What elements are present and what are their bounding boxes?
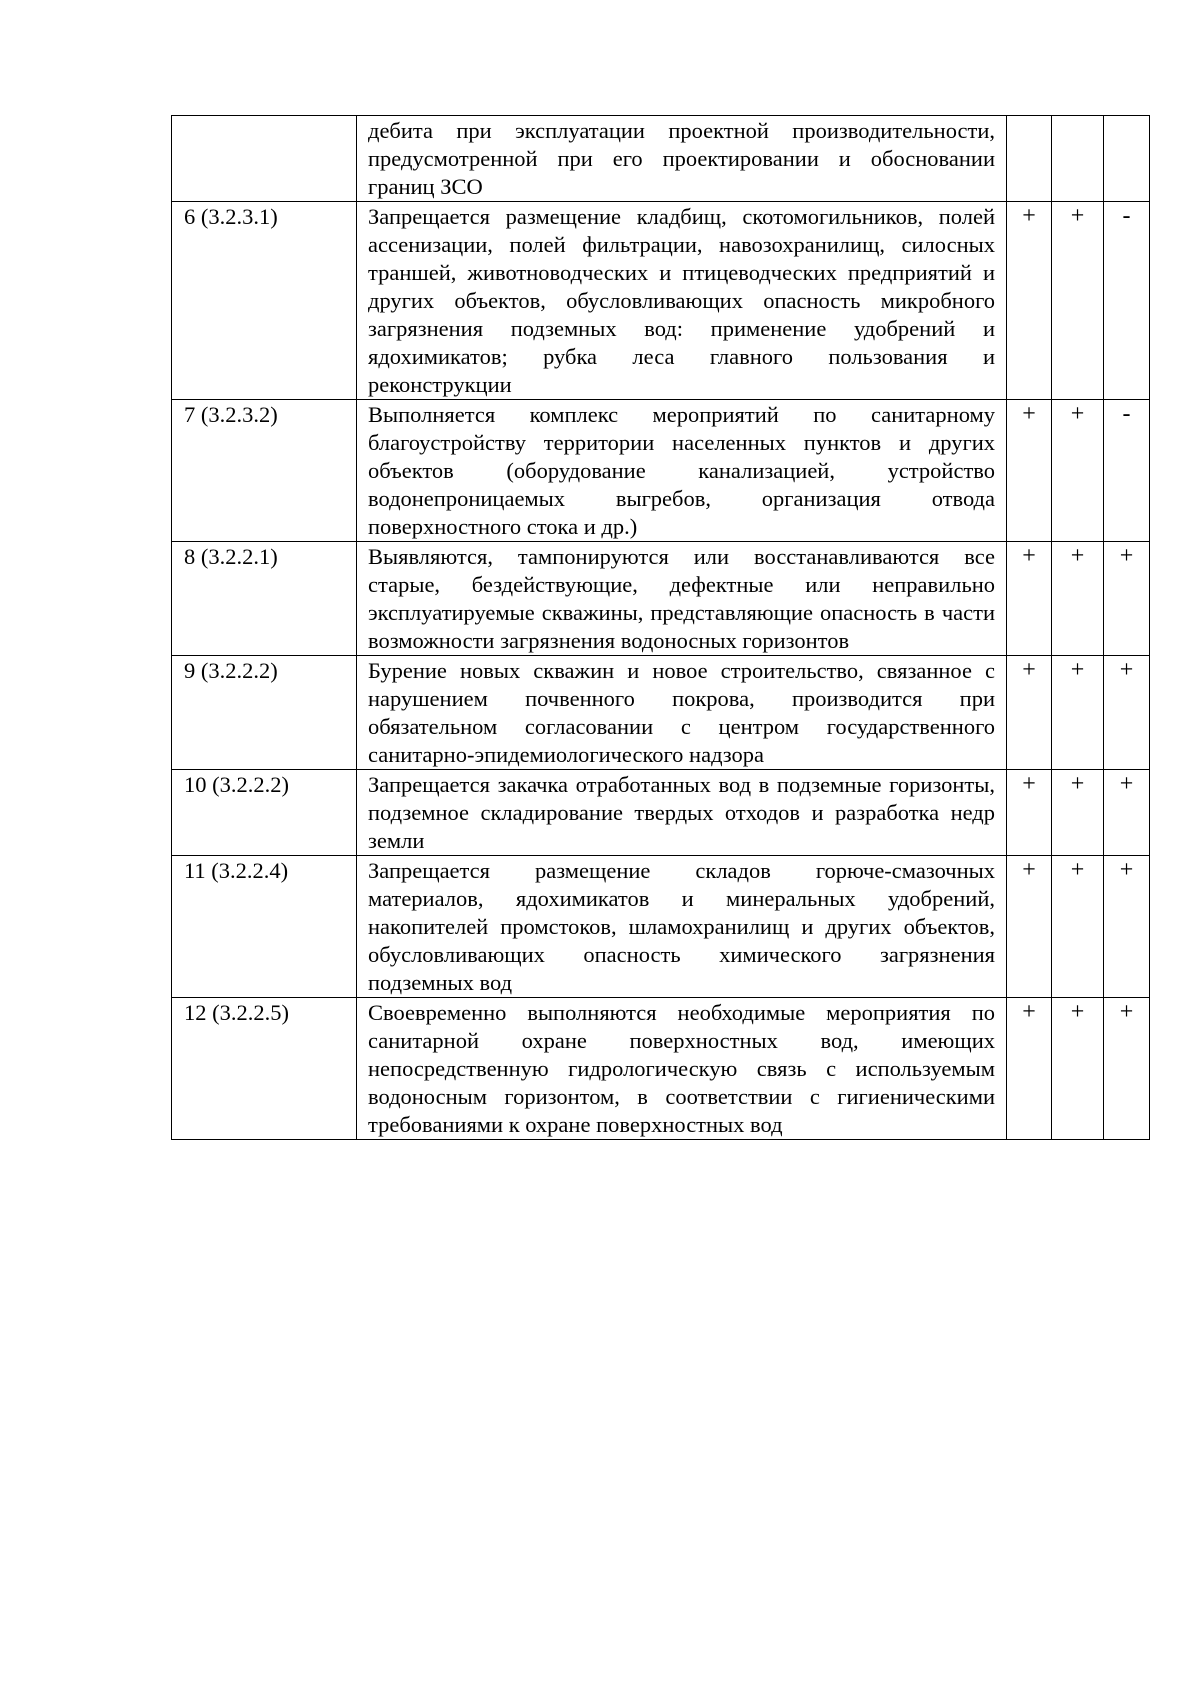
row-text: Запрещается размещение кладбищ, скотомогильников, полей ассенизации, полей фильтрации, навозохранилищ, силосных траншей, животноводческих и птицеводческих предприятий и других объектов, обусловливающих опасность микробного загрязнения подземных вод: применение удобрений и ядохимикатов; рубка леса главного пользования и реконструкции	[357, 202, 1007, 400]
row-mark-3: -	[1104, 202, 1150, 400]
row-text: Выполняется комплекс мероприятий по санитарному благоустройству территории населенных пунктов и других объектов (оборудование канализацией, устройство водонепроницаемых выгребов, организация отвода поверхностного стока и др.)	[357, 400, 1007, 542]
row-number: 7 (3.2.3.2)	[172, 400, 357, 542]
row-mark-3: +	[1104, 998, 1150, 1140]
row-text: дебита при эксплуатации проектной производительности, предусмотренной при его проектировании и обосновании границ ЗСО	[357, 116, 1007, 202]
row-mark-2: +	[1052, 998, 1104, 1140]
row-mark-2: +	[1052, 400, 1104, 542]
row-number: 11 (3.2.2.4)	[172, 856, 357, 998]
row-mark-3: -	[1104, 400, 1150, 542]
row-mark-2: +	[1052, 656, 1104, 770]
row-mark-2: +	[1052, 542, 1104, 656]
row-mark-3: +	[1104, 542, 1150, 656]
table-row	[172, 542, 1150, 656]
row-mark-2	[1052, 116, 1104, 202]
row-mark-3: +	[1104, 656, 1150, 770]
row-mark-2: +	[1052, 202, 1104, 400]
row-mark-1: +	[1007, 856, 1052, 998]
row-mark-1: +	[1007, 400, 1052, 542]
row-mark-2: +	[1052, 770, 1104, 856]
row-text: Запрещается размещение складов горюче-смазочных материалов, ядохимикатов и минеральных удобрений, накопителей промстоков, шламохранилищ и других объектов, обусловливающих опасность химического загрязнения подземных вод	[357, 856, 1007, 998]
row-mark-1: +	[1007, 202, 1052, 400]
row-number: 12 (3.2.2.5)	[172, 998, 357, 1140]
table-row	[172, 202, 1150, 400]
row-text: Бурение новых скважин и новое строительство, связанное с нарушением почвенного покрова, производится при обязательном согласовании с центром государственного санитарно-эпидемиологического надзора	[357, 656, 1007, 770]
measures-table	[171, 115, 1150, 1140]
table-row	[172, 770, 1150, 856]
row-number: 9 (3.2.2.2)	[172, 656, 357, 770]
row-mark-1: +	[1007, 998, 1052, 1140]
row-text: Своевременно выполняются необходимые мероприятия по санитарной охране поверхностных вод, имеющих непосредственную гидрологическую связь с используемым водоносным горизонтом, в соответствии с гигиеническими требованиями к охране поверхностных вод	[357, 998, 1007, 1140]
table-row	[172, 856, 1150, 998]
row-mark-1: +	[1007, 656, 1052, 770]
row-number: 10 (3.2.2.2)	[172, 770, 357, 856]
row-text: Запрещается закачка отработанных вод в подземные горизонты, подземное складирование твердых отходов и разработка недр земли	[357, 770, 1007, 856]
row-mark-3: +	[1104, 770, 1150, 856]
row-number: 6 (3.2.3.1)	[172, 202, 357, 400]
row-mark-1: +	[1007, 770, 1052, 856]
row-number	[172, 116, 357, 202]
table-row	[172, 998, 1150, 1140]
table-row	[172, 400, 1150, 542]
row-mark-3	[1104, 116, 1150, 202]
row-text: Выявляются, тампонируются или восстанавливаются все старые, бездействующие, дефектные или неправильно эксплуатируемые скважины, представляющие опасность в части возможности загрязнения водоносных горизонтов	[357, 542, 1007, 656]
row-mark-2: +	[1052, 856, 1104, 998]
row-mark-3: +	[1104, 856, 1150, 998]
table-row	[172, 656, 1150, 770]
table-row	[172, 116, 1150, 202]
row-number: 8 (3.2.2.1)	[172, 542, 357, 656]
row-mark-1	[1007, 116, 1052, 202]
row-mark-1: +	[1007, 542, 1052, 656]
